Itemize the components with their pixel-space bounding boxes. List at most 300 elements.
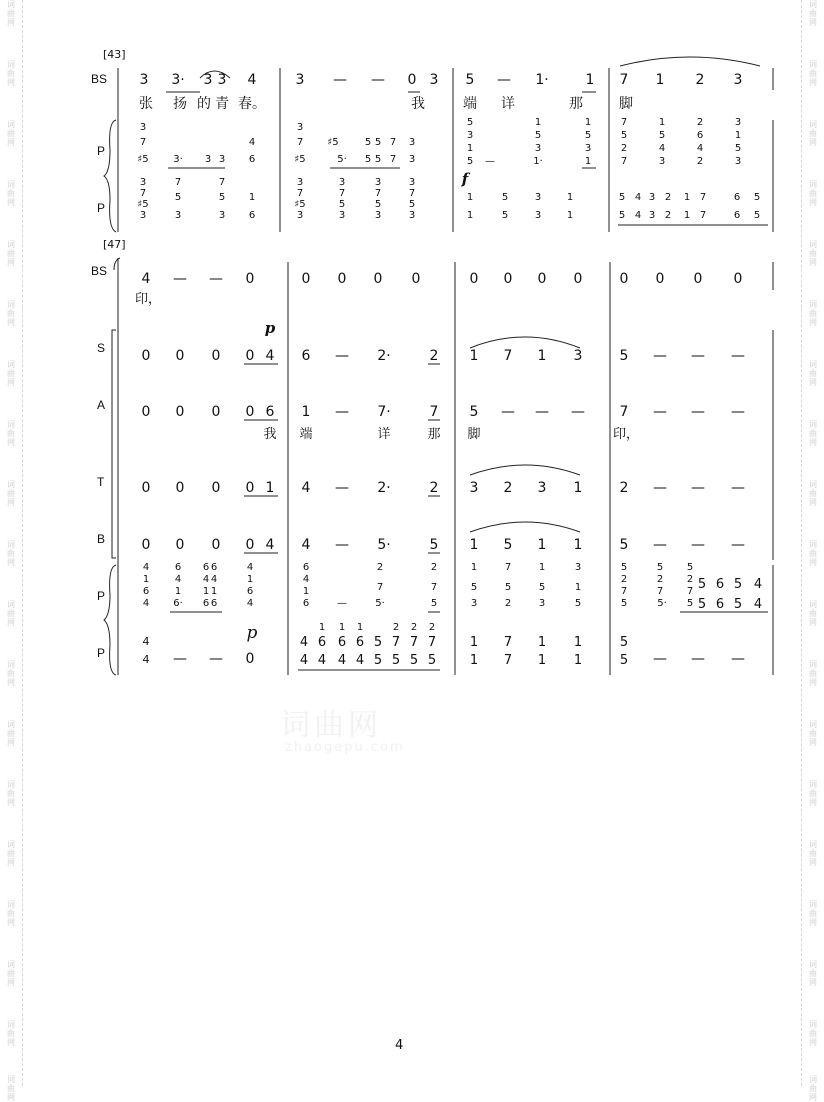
watermark-char: 曲 <box>7 729 15 738</box>
svg-text:0: 0 <box>245 271 255 287</box>
svg-text:3: 3 <box>537 480 547 496</box>
svg-text:5: 5 <box>619 653 629 668</box>
lyric-char: 张 <box>139 96 153 112</box>
watermark-char: 词 <box>809 720 817 729</box>
svg-text:0: 0 <box>245 404 255 420</box>
watermark-char: 网 <box>809 318 817 327</box>
alto-lyric-char: 端 <box>299 427 313 442</box>
measure-number-47: [47] <box>103 238 126 251</box>
svg-text:5: 5 <box>538 582 546 593</box>
watermark-char: 曲 <box>809 9 817 18</box>
svg-text:1: 1 <box>338 622 346 633</box>
svg-text:1: 1 <box>537 537 547 553</box>
svg-text:4: 4 <box>299 653 309 668</box>
watermark-char: 网 <box>7 1093 15 1102</box>
lyric-char: 扬 <box>173 96 187 112</box>
system1-piano-lower <box>137 177 760 221</box>
watermark-char: 网 <box>809 498 817 507</box>
watermark-char: 曲 <box>809 249 817 258</box>
watermark-char: 网 <box>7 78 15 87</box>
system2-piano-upper <box>143 562 762 612</box>
svg-text:1: 1 <box>248 192 256 203</box>
svg-text:0: 0 <box>469 271 479 287</box>
svg-text:0: 0 <box>573 271 583 287</box>
bass-notes <box>142 537 745 553</box>
watermark-char: 曲 <box>7 849 15 858</box>
svg-text:5: 5 <box>697 597 707 612</box>
watermark-char: 词 <box>7 360 15 369</box>
svg-text:4: 4 <box>753 597 763 612</box>
svg-text:1: 1 <box>469 537 479 553</box>
svg-text:6: 6 <box>202 598 210 609</box>
svg-text:3: 3 <box>470 598 478 609</box>
svg-text:5: 5 <box>619 537 629 553</box>
part-label-piano-lower: P <box>97 201 106 215</box>
svg-text:6: 6 <box>210 598 218 609</box>
svg-text:2: 2 <box>503 480 513 496</box>
alto-lyric-char: 我 <box>263 427 277 442</box>
svg-text:1: 1 <box>318 622 326 633</box>
svg-text:2·: 2· <box>377 480 391 496</box>
svg-text:4: 4 <box>142 653 150 666</box>
svg-text:4: 4 <box>302 574 310 585</box>
dynamic-piano-soprano: p <box>264 319 276 337</box>
watermark-char: 词 <box>7 120 15 129</box>
svg-text:7: 7 <box>374 188 382 199</box>
svg-text:—: — <box>335 537 349 553</box>
watermark-char: 曲 <box>809 609 817 618</box>
lyric-char: 青 <box>215 96 229 112</box>
svg-text:5: 5 <box>733 577 743 592</box>
system1-piano-brace <box>104 120 116 232</box>
watermark-char: 词 <box>809 360 817 369</box>
svg-text:3: 3 <box>296 122 304 133</box>
svg-text:6: 6 <box>174 562 182 573</box>
svg-text:1·: 1· <box>533 156 543 167</box>
svg-text:3: 3 <box>218 154 226 165</box>
svg-text:2: 2 <box>430 562 438 573</box>
alto-lyric-char: 详 <box>377 427 391 442</box>
watermark-char: 网 <box>809 978 817 987</box>
bs-note: — <box>333 72 347 88</box>
system2-choir-bracket <box>112 330 116 558</box>
svg-text:4: 4 <box>248 137 256 148</box>
bs-note: 1· <box>535 72 549 88</box>
watermark-char: 曲 <box>809 189 817 198</box>
watermark-char: 词 <box>7 1075 15 1084</box>
watermark-char: 词 <box>7 900 15 909</box>
svg-text:5: 5 <box>534 130 542 141</box>
svg-text:1: 1 <box>356 622 364 633</box>
svg-text:4: 4 <box>174 574 182 585</box>
svg-text:3: 3 <box>573 348 583 364</box>
svg-text:5: 5 <box>584 130 592 141</box>
lyric-char: 的 <box>197 96 211 112</box>
tenor-notes <box>142 480 745 496</box>
svg-text:2: 2 <box>619 480 629 496</box>
watermark-char: 网 <box>7 1038 15 1047</box>
svg-text:4: 4 <box>696 143 704 154</box>
watermark-char: 词 <box>809 840 817 849</box>
system2-piano-brace <box>104 565 116 675</box>
watermark-char: 网 <box>809 918 817 927</box>
watermark-char: 词 <box>7 720 15 729</box>
svg-text:7: 7 <box>376 582 384 593</box>
svg-text:5: 5 <box>620 130 628 141</box>
watermark-char: 曲 <box>7 489 15 498</box>
svg-text:4: 4 <box>246 598 254 609</box>
watermark-char: 词 <box>7 420 15 429</box>
svg-text:—: — <box>731 348 745 364</box>
watermark-char: 词 <box>809 780 817 789</box>
watermark-char: 词 <box>7 480 15 489</box>
svg-text:5·: 5· <box>377 537 391 553</box>
bs-note: 3 <box>203 72 213 88</box>
bs-note: 3 <box>139 72 149 88</box>
watermark-char: 曲 <box>7 429 15 438</box>
watermark-char: 词 <box>809 240 817 249</box>
svg-text:6: 6 <box>302 562 310 573</box>
watermark-char: 网 <box>7 438 15 447</box>
svg-text:5: 5 <box>174 192 182 203</box>
svg-text:—: — <box>691 651 705 667</box>
svg-text:4: 4 <box>142 562 150 573</box>
svg-text:5: 5 <box>409 653 419 668</box>
svg-text:0: 0 <box>337 271 347 287</box>
watermark-char: 词 <box>809 60 817 69</box>
watermark-char: 词 <box>809 0 817 9</box>
svg-text:♯5: ♯5 <box>294 199 306 210</box>
svg-text:6: 6 <box>715 577 725 592</box>
svg-text:1: 1 <box>469 653 479 668</box>
svg-text:2: 2 <box>428 622 436 633</box>
watermark-char: 曲 <box>809 429 817 438</box>
alto-lyric-char: 印， <box>612 427 640 442</box>
svg-text:—: — <box>173 271 187 287</box>
svg-text:2: 2 <box>376 562 384 573</box>
watermark-char: 词 <box>809 900 817 909</box>
svg-text:0: 0 <box>655 271 665 287</box>
svg-text:7: 7 <box>409 635 419 650</box>
svg-text:2: 2 <box>696 156 704 167</box>
watermark-char: 曲 <box>7 249 15 258</box>
svg-text:1: 1 <box>683 210 691 221</box>
svg-text:3: 3 <box>734 156 742 167</box>
svg-text:5: 5 <box>697 577 707 592</box>
slur-3 <box>470 337 580 348</box>
svg-text:2: 2 <box>410 622 418 633</box>
svg-text:—: — <box>653 404 667 420</box>
svg-text:5: 5 <box>469 404 479 420</box>
svg-text:5: 5 <box>620 562 628 573</box>
svg-text:5: 5 <box>338 199 346 210</box>
svg-text:5: 5 <box>734 143 742 154</box>
svg-text:2: 2 <box>656 574 664 585</box>
svg-text:4: 4 <box>141 271 151 287</box>
svg-text:3: 3 <box>658 156 666 167</box>
svg-text:7: 7 <box>620 117 628 128</box>
svg-text:0: 0 <box>211 348 221 364</box>
bs-note: 7 <box>619 72 629 88</box>
svg-text:7: 7 <box>699 210 707 221</box>
watermark-char: 曲 <box>7 1084 15 1093</box>
svg-text:6: 6 <box>248 210 256 221</box>
svg-text:1: 1 <box>584 156 592 167</box>
watermark-char: 曲 <box>809 789 817 798</box>
svg-text:1: 1 <box>658 117 666 128</box>
slur-5 <box>470 522 580 532</box>
svg-text:3: 3 <box>469 480 479 496</box>
watermark-char: 词 <box>7 600 15 609</box>
bs-note: — <box>497 72 511 88</box>
svg-text:1: 1 <box>683 192 691 203</box>
svg-text:—: — <box>731 404 745 420</box>
svg-text:3: 3 <box>139 122 147 133</box>
part-label-soprano: S <box>97 341 106 355</box>
svg-text:0: 0 <box>537 271 547 287</box>
svg-text:5: 5 <box>373 653 383 668</box>
svg-text:3: 3 <box>139 177 147 188</box>
svg-text:3: 3 <box>408 177 416 188</box>
bs-note: 0 <box>407 72 417 88</box>
watermark-char: 网 <box>7 378 15 387</box>
watermark-char: 词 <box>809 1020 817 1029</box>
svg-text:—: — <box>335 480 349 496</box>
part-label-bs: BS <box>91 72 108 86</box>
watermark-char: 词 <box>7 0 15 9</box>
part-label-piano-upper: P <box>97 144 106 158</box>
system2-bracket-top <box>114 258 120 270</box>
svg-text:5: 5 <box>619 348 629 364</box>
svg-text:0: 0 <box>175 404 185 420</box>
watermark-char: 网 <box>809 1038 817 1047</box>
svg-text:1: 1 <box>537 653 547 668</box>
svg-text:2: 2 <box>686 574 694 585</box>
svg-text:4: 4 <box>658 143 666 154</box>
svg-text:7: 7 <box>504 562 512 573</box>
watermark-char: 词 <box>7 840 15 849</box>
svg-text:7: 7 <box>686 586 694 597</box>
svg-text:6: 6 <box>696 130 704 141</box>
svg-text:5·: 5· <box>657 598 667 609</box>
svg-text:4: 4 <box>246 562 254 573</box>
watermark-char: 词 <box>809 960 817 969</box>
svg-text:—: — <box>335 348 349 364</box>
svg-text:2: 2 <box>664 210 672 221</box>
svg-text:0: 0 <box>245 651 255 667</box>
svg-text:5: 5 <box>501 192 509 203</box>
watermark-char: 网 <box>809 78 817 87</box>
svg-text:7: 7 <box>218 177 226 188</box>
svg-text:4: 4 <box>753 577 763 592</box>
watermark-char: 网 <box>809 18 817 27</box>
bs-note: 2 <box>695 72 705 88</box>
svg-text:3: 3 <box>139 210 147 221</box>
watermark-char: 网 <box>809 438 817 447</box>
watermark-char: 曲 <box>809 969 817 978</box>
svg-text:2·: 2· <box>377 348 391 364</box>
background-watermark: 词曲网 <box>280 708 382 743</box>
svg-text:3: 3 <box>584 143 592 154</box>
svg-text:3: 3 <box>534 143 542 154</box>
svg-text:6: 6 <box>733 192 741 203</box>
svg-text:5: 5 <box>504 582 512 593</box>
svg-text:0: 0 <box>503 271 513 287</box>
svg-text:7: 7 <box>620 156 628 167</box>
svg-text:5: 5 <box>391 653 401 668</box>
svg-text:3: 3 <box>204 154 212 165</box>
svg-text:2: 2 <box>696 117 704 128</box>
watermark-char: 曲 <box>809 489 817 498</box>
svg-text:5: 5 <box>218 192 226 203</box>
bs-note: 3 <box>217 72 227 88</box>
svg-text:7: 7 <box>620 586 628 597</box>
watermark-char: 曲 <box>7 189 15 198</box>
bs-note: 3 <box>429 72 439 88</box>
svg-text:5: 5 <box>501 210 509 221</box>
svg-text:0: 0 <box>141 348 151 364</box>
watermark-char: 词 <box>7 240 15 249</box>
svg-text:3: 3 <box>218 210 226 221</box>
svg-text:5: 5 <box>364 154 372 165</box>
part-label-tenor: T <box>97 475 105 489</box>
watermark-char: 词 <box>7 300 15 309</box>
lyric-char: 我 <box>411 96 425 112</box>
svg-text:2: 2 <box>429 348 439 364</box>
lyric-char: 详 <box>501 96 515 112</box>
watermark-char: 词 <box>809 540 817 549</box>
svg-text:2: 2 <box>620 574 628 585</box>
svg-text:7: 7 <box>503 348 513 364</box>
svg-text:4: 4 <box>210 574 218 585</box>
svg-text:0: 0 <box>245 480 255 496</box>
svg-text:6: 6 <box>317 635 327 650</box>
svg-text:2: 2 <box>429 480 439 496</box>
svg-text:5: 5 <box>753 210 761 221</box>
watermark-char: 词 <box>809 120 817 129</box>
svg-text:6: 6 <box>337 635 347 650</box>
svg-text:—: — <box>731 537 745 553</box>
svg-text:5: 5 <box>374 199 382 210</box>
watermark-char: 词 <box>809 480 817 489</box>
svg-text:1: 1 <box>469 635 479 650</box>
svg-text:3: 3 <box>296 177 304 188</box>
watermark-char: 网 <box>809 798 817 807</box>
svg-text:3: 3 <box>534 210 542 221</box>
svg-text:0: 0 <box>373 271 383 287</box>
svg-text:7: 7 <box>503 653 513 668</box>
watermark-char: 网 <box>809 558 817 567</box>
svg-text:6: 6 <box>246 586 254 597</box>
watermark-char: 网 <box>809 258 817 267</box>
svg-text:3: 3 <box>296 210 304 221</box>
svg-text:—: — <box>337 598 347 609</box>
svg-text:7: 7 <box>427 635 437 650</box>
part-label-bass: B <box>97 532 106 546</box>
watermark-char: 曲 <box>809 369 817 378</box>
svg-text:0: 0 <box>301 271 311 287</box>
svg-text:0: 0 <box>175 537 185 553</box>
svg-text:7: 7 <box>338 188 346 199</box>
svg-text:5: 5 <box>619 635 629 650</box>
svg-text:—: — <box>653 651 667 667</box>
svg-text:4: 4 <box>634 192 642 203</box>
watermark-char: 词 <box>809 1075 817 1084</box>
svg-text:0: 0 <box>245 537 255 553</box>
svg-text:3: 3 <box>538 598 546 609</box>
svg-text:0: 0 <box>175 348 185 364</box>
watermark-char: 曲 <box>809 669 817 678</box>
svg-text:3: 3 <box>734 117 742 128</box>
watermark-char: 网 <box>809 138 817 147</box>
svg-text:7: 7 <box>139 188 147 199</box>
watermark-char: 网 <box>809 378 817 387</box>
svg-text:5: 5 <box>429 537 439 553</box>
watermark-char: 词 <box>7 780 15 789</box>
watermark-char: 网 <box>7 858 15 867</box>
watermark-char: 曲 <box>7 369 15 378</box>
svg-text:5: 5 <box>686 598 694 609</box>
lyric-char: 脚 <box>619 96 633 112</box>
part-label-piano-upper-2: P <box>97 589 106 603</box>
svg-text:6: 6 <box>733 210 741 221</box>
svg-text:1: 1 <box>573 635 583 650</box>
watermark-char: 网 <box>7 978 15 987</box>
svg-text:4: 4 <box>265 348 275 364</box>
watermark-char: 词 <box>7 540 15 549</box>
svg-text:1: 1 <box>573 537 583 553</box>
svg-text:6: 6 <box>355 635 365 650</box>
svg-text:0: 0 <box>411 271 421 287</box>
bs-note: 1 <box>655 72 665 88</box>
watermark-char: 曲 <box>809 1029 817 1038</box>
watermark-char: 网 <box>809 1093 817 1102</box>
alto-lyric-char: 那 <box>427 427 441 442</box>
part-label-bs-2: BS <box>91 264 108 278</box>
svg-text:5: 5 <box>620 598 628 609</box>
svg-text:5: 5 <box>373 635 383 650</box>
svg-text:5: 5 <box>374 137 382 148</box>
watermark-char: 网 <box>809 858 817 867</box>
svg-text:5: 5 <box>503 537 513 553</box>
svg-text:0: 0 <box>141 480 151 496</box>
svg-text:3: 3 <box>338 210 346 221</box>
svg-text:♯5: ♯5 <box>294 154 306 165</box>
bs-note: 3 <box>733 72 743 88</box>
svg-text:—: — <box>653 537 667 553</box>
svg-text:4: 4 <box>337 653 347 668</box>
watermark-char: 曲 <box>7 909 15 918</box>
svg-text:1: 1 <box>210 586 218 597</box>
svg-text:4: 4 <box>317 653 327 668</box>
svg-text:6: 6 <box>302 598 310 609</box>
watermark-char: 网 <box>7 498 15 507</box>
svg-text:2: 2 <box>504 598 512 609</box>
svg-text:1: 1 <box>574 582 582 593</box>
svg-text:1: 1 <box>566 210 574 221</box>
svg-text:1: 1 <box>534 117 542 128</box>
bs-note: 3· <box>171 72 185 88</box>
svg-text:1: 1 <box>302 586 310 597</box>
svg-text:0: 0 <box>211 480 221 496</box>
svg-text:3: 3 <box>574 562 582 573</box>
svg-text:5: 5 <box>430 598 438 609</box>
svg-text:4: 4 <box>202 574 210 585</box>
watermark-char: 网 <box>7 738 15 747</box>
watermark-char: 曲 <box>7 9 15 18</box>
svg-text:1: 1 <box>174 586 182 597</box>
svg-text:7: 7 <box>139 137 147 148</box>
